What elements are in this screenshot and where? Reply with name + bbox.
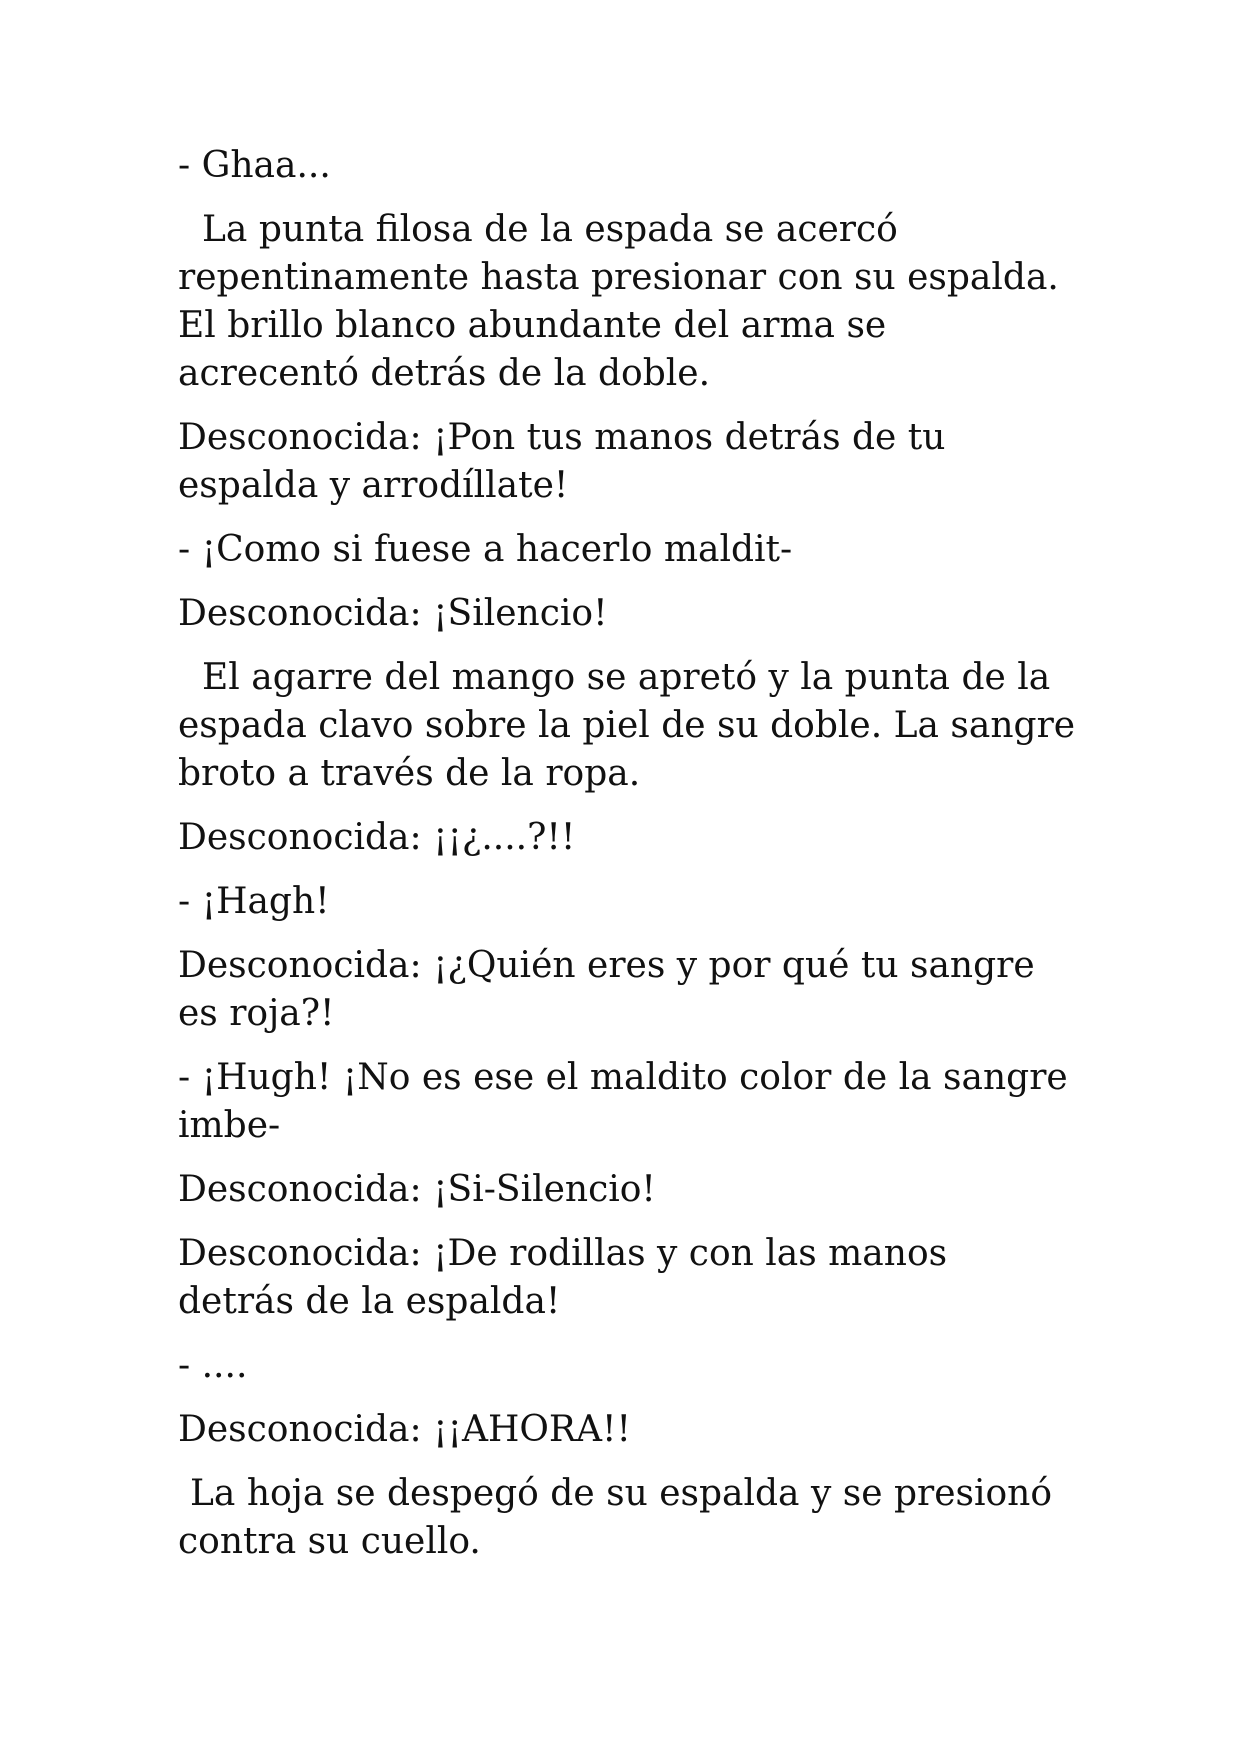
paragraph-2: La punta filosa de la espada se acercó repentinamente hasta presionar con su espalda. El brillo blanco abundante del arma se acrecentó detrás de la doble. (178, 209, 1059, 394)
paragraph-6: El agarre del mango se apretó y la punta de la espada clavo sobre la piel de su doble. La sangre broto a través de la ropa. (178, 657, 1076, 794)
paragraph-7: Desconocida: ¡¡¿....?!! (178, 817, 576, 858)
paragraph-3: Desconocida: ¡Pon tus manos detrás de tu espalda y arrodíllate! (178, 417, 946, 506)
paragraph-15: La hoja se despegó de su espalda y se presionó contra su cuello. (178, 1473, 1053, 1562)
document-page (178, 142, 1078, 1582)
paragraph-11: Desconocida: ¡Si-Silencio! (178, 1169, 656, 1210)
paragraph-5: Desconocida: ¡Silencio! (178, 593, 608, 634)
paragraph-4: - ¡Como si fuese a hacerlo maldit- (178, 529, 793, 570)
paragraph-14: Desconocida: ¡¡AHORA!! (178, 1409, 631, 1450)
paragraph-13: - .... (178, 1345, 248, 1386)
paragraph-10: - ¡Hugh! ¡No es ese el maldito color de la sangre imbe- (178, 1057, 1068, 1146)
paragraph-12: Desconocida: ¡De rodillas y con las manos detrás de la espalda! (178, 1233, 948, 1322)
paragraph-1: - Ghaa... (178, 145, 331, 186)
paragraph-9: Desconocida: ¡¿Quién eres y por qué tu sangre es roja?! (178, 945, 1035, 1034)
paragraph-8: - ¡Hagh! (178, 881, 330, 922)
